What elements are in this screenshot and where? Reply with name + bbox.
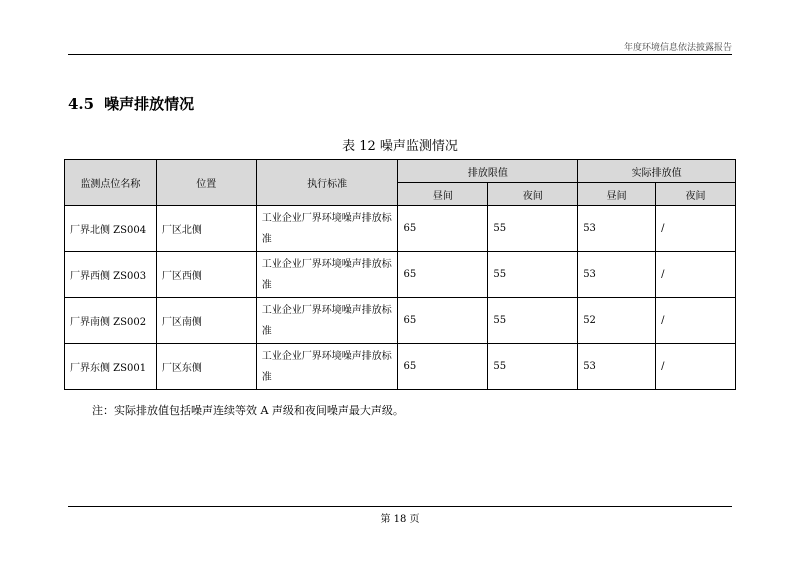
table-row <box>65 298 736 344</box>
cell-position: 厂区北侧 <box>156 206 256 252</box>
footer-rule <box>68 506 732 507</box>
cell-limit-day: 65 <box>398 298 488 344</box>
header-position: 位置 <box>156 160 256 206</box>
cell-limit-night: 55 <box>488 344 578 390</box>
section-number: 4.5 <box>68 95 95 113</box>
cell-position: 厂区东侧 <box>156 344 256 390</box>
cell-standard: 工业企业厂界环境噪声排放标准 <box>256 344 398 390</box>
page-number: 第 18 页 <box>380 514 420 525</box>
cell-actual-day: 52 <box>578 298 656 344</box>
header-rule <box>68 54 732 55</box>
cell-standard: 工业企业厂界环境噪声排放标准 <box>256 298 398 344</box>
header-limit-day: 昼间 <box>398 183 488 206</box>
cell-limit-night: 55 <box>488 298 578 344</box>
table-row <box>65 344 736 390</box>
cell-point: 厂界东侧 ZS001 <box>65 344 157 390</box>
cell-actual-day: 53 <box>578 344 656 390</box>
cell-limit-day: 65 <box>398 252 488 298</box>
cell-actual-night: / <box>656 298 736 344</box>
cell-actual-night: / <box>656 252 736 298</box>
noise-monitoring-table <box>64 159 736 390</box>
header-limit-night: 夜间 <box>488 183 578 206</box>
section-title: 噪声排放情况 <box>104 95 195 113</box>
cell-actual-day: 53 <box>578 252 656 298</box>
cell-point: 厂界西侧 ZS003 <box>65 252 157 298</box>
cell-limit-night: 55 <box>488 252 578 298</box>
header-point-name: 监测点位名称 <box>65 160 157 206</box>
cell-limit-day: 65 <box>398 344 488 390</box>
section-heading <box>68 93 194 114</box>
header-standard: 执行标准 <box>256 160 398 206</box>
cell-point: 厂界南侧 ZS002 <box>65 298 157 344</box>
cell-limit-night: 55 <box>488 206 578 252</box>
header-actual-day: 昼间 <box>578 183 656 206</box>
cell-standard: 工业企业厂界环境噪声排放标准 <box>256 206 398 252</box>
cell-actual-night: / <box>656 206 736 252</box>
cell-actual-night: / <box>656 344 736 390</box>
header-actual-night: 夜间 <box>656 183 736 206</box>
header-limit-group: 排放限值 <box>398 160 578 183</box>
running-header: 年度环境信息依法披露报告 <box>623 43 732 53</box>
table-note: 注：实际排放值包括噪声连续等效 A 声级和夜间噪声最大声级。 <box>92 404 404 417</box>
cell-actual-day: 53 <box>578 206 656 252</box>
cell-point: 厂界北侧 ZS004 <box>65 206 157 252</box>
cell-position: 厂区南侧 <box>156 298 256 344</box>
table-row <box>65 206 736 252</box>
cell-position: 厂区西侧 <box>156 252 256 298</box>
table-row <box>65 252 736 298</box>
table-caption: 表 12 噪声监测情况 <box>342 139 458 154</box>
header-actual-group: 实际排放值 <box>578 160 736 183</box>
cell-limit-day: 65 <box>398 206 488 252</box>
cell-standard: 工业企业厂界环境噪声排放标准 <box>256 252 398 298</box>
